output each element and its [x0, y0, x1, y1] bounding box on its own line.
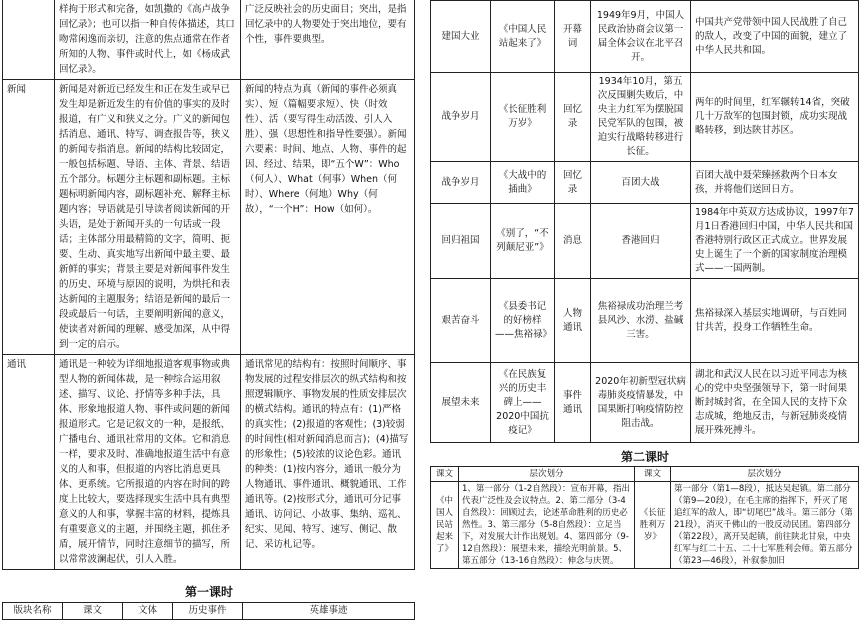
table-row — [431, 1, 859, 73]
table-row — [431, 162, 859, 204]
genre-cell: 新闻 — [3, 80, 55, 355]
text-cell: 《县委书记的好榜样——焦裕禄》 — [491, 279, 555, 363]
genre-table — [2, 0, 415, 570]
section-cell: 回归祖国 — [431, 204, 491, 279]
section-cell: 展望未来 — [431, 363, 491, 443]
practice-cell: 新闻的特点为真（新闻的事件必须真实）、短（篇幅要求短）、快（时效性）、活（要写得生动活泼、引人入胜）、强（思想性和指导性要强）。新闻六要素：时间、地点、人物、事件的起因、经过、结果，即“五个W”：Who（何人）、What（何事）When（何时）、Where（何地）Why（何故），“一个H”：How（如何）。 — [241, 80, 415, 355]
practice-cell: 通讯常见的结构有：按照时间顺序、事物发展的过程安排层次的纵式结构和按照逻辑顺序、事物发展的性质安排层次的横式结构。通讯的特点有：(1)严格的真实性；(2)报道的客观性；(3)较弱的时间性(相对新闻消息而言)；(4)描写的形象性；(5)较浓的议论色彩。通讯的种类：(1)按内容分，通讯一般分为人物通讯、事件通讯、概貌通讯、工作通讯等。(2)按形式分，通讯可分记事通讯、访问记、小故事、集纳、巡礼、纪实、见闻、特写、速写、侧记、散记、采访札记等。 — [241, 355, 415, 570]
section-cell: 战争岁月 — [431, 162, 491, 204]
table-row — [431, 363, 859, 443]
genre-cell: 开幕词 — [555, 1, 591, 73]
table-row — [3, 80, 415, 355]
deed-cell: 焦裕禄深入基层实地调研，与百姓同甘共苦，投身工作牺牲生命。 — [691, 279, 859, 363]
table-row — [431, 467, 859, 482]
genre-cell: 回忆录 — [555, 162, 591, 204]
table-row — [431, 482, 859, 569]
layers-cell: 第一部分（第1—8段），抵达吴起镇。第二部分（第9—20段），在毛主席的指挥下，歼灭了尾追红军的敌人，即“切尾巴”战斗。第三部分（第21段），消灭千佛山的一股反动民团。第四部分（第22段），离开吴起镇，前往陕北甘泉，中央红军与红二十五、二十七军胜利会师。第五部分（第23—46段），补叙参加旧 — [671, 482, 859, 569]
feature-cell: 新闻是对新近已经发生和正在发生或早已发生却是新近发生的有价值的事实的及时报道，有广义和狭义之分。广义的新闻包括消息、通讯、特写、调查报告等，狭义的新闻专指消息。新闻的结构比较固定，一般包括标题、导语、主体、背景、结语五个部分。标题分主标题和副标题。主标题标明新闻内容，副标题补充、解释主标题内容；导语就是引导读者阅读新闻的开头语，是处于新闻开头的一句话或一段话；主体部分用最精简的文字，简明、扼要、生动、真实地写出新闻中最主要、最新鲜的事实；背景主要是对新闻事件发生的历史、环境与原因的说明，为烘托和表达新闻的主题服务；结语是新闻的最后一段或最后一句话，主要阐明新闻的意义，使读者对新闻的理解、感受加深，从中得到一定的启示。 — [55, 80, 241, 355]
text-cell: 《大战中的插曲》 — [491, 162, 555, 204]
practice-cell: 广泛反映社会的历史面目；突出，是指回忆录中的人物要处于突出地位，要有个性，事件要典型。 — [241, 0, 415, 80]
genre-cell: 回忆录 — [555, 73, 591, 162]
genre-cell: 人物通讯 — [555, 279, 591, 363]
genre-cell: 事件通讯 — [555, 363, 591, 443]
table-row — [3, 355, 415, 570]
deed-cell: 1984年中英双方达成协议，1997年7月1日香港回归中国，中华人民共和国香港特别行政区正式成立。世界发展史上诞生了一个新的国家制度治理模式——一国两制。 — [691, 204, 859, 279]
section-cell: 艰苦奋斗 — [431, 279, 491, 363]
column-header: 历史事件 — [173, 603, 243, 620]
deed-cell: 中国共产党带领中国人民战胜了自己的敌人，改变了中国的面貌，建立了中华人民共和国。 — [691, 1, 859, 73]
lesson2-title: 第二课时 — [620, 450, 669, 464]
text-cell: 《中国人民站起来了》 — [491, 1, 555, 73]
lesson1-header-table — [2, 602, 415, 620]
deed-cell: 百团大战中聂荣臻拯救两个日本女孩，并将他们送回日方。 — [691, 162, 859, 204]
table-row — [431, 204, 859, 279]
feature-cell: 样拘于形式和完备，如凯撒的《高卢战争回忆录》；也可以指一种自传体描述，其口吻常闲逸而亲切，注意的焦点通常在作者所知的人物、事件或时代上，如《杨成武回忆录》。 — [55, 0, 241, 80]
event-cell: 1949年9月，中国人民政治协商会议第一届全体会议在北平召开。 — [591, 1, 691, 73]
table-row — [431, 279, 859, 363]
column-header: 版块名称 — [3, 603, 63, 620]
left-column — [0, 0, 418, 620]
column-header: 课文 — [635, 467, 671, 482]
text-cell: 《长征胜利万岁》 — [635, 482, 671, 569]
lesson2-table — [430, 466, 859, 569]
feature-cell: 通讯是一种较为详细地报道客观事物或典型人物的新闻体裁，是一种综合运用叙述、描写、议论、抒情等多种手法，具体、形象地报道人物、事件或问题的新闻报道形式。它是记叙文的一种，是报纸、广播电台、通讯社常用的文体。它和消息一样，要求及时、准确地报道生活中有意义的人和事，但报道的内容比消息更具体、更系统。它所报道的内容在时间的跨度上比较大，要选择现实生活中具有典型意义的人和事，掌握丰富的材料，提炼具有重要意义的主题，并围绕主题，抓住矛盾，展开情节，同时注意细节的描写，所以常常波澜起伏，引人入胜。 — [55, 355, 241, 570]
table-row — [431, 73, 859, 162]
text-cell: 《在民族复兴的历史丰碑上——2020中国抗疫记》 — [491, 363, 555, 443]
event-cell: 香港回归 — [591, 204, 691, 279]
text-cell: 《中国人民站起来了》 — [431, 482, 459, 569]
column-header: 文体 — [123, 603, 173, 620]
deed-cell: 两年的时间里，红军辗转14省，突破几十万敌军的包围封锁，成功实现战略转移，到达陕甘苏区。 — [691, 73, 859, 162]
column-header: 课文 — [431, 467, 459, 482]
column-header: 英雄事迹 — [243, 603, 415, 620]
column-header: 课文 — [63, 603, 123, 620]
section-cell: 建国大业 — [431, 1, 491, 73]
event-cell: 2020年初新型冠状病毒肺炎疫情暴发，中国果断打响疫情防控阻击战。 — [591, 363, 691, 443]
text-cell: 《长征胜利万岁》 — [491, 73, 555, 162]
layers-cell: 1、第一部分（1-2自然段）：宣布开幕，指出代表广泛性及会议特点。2、第二部分（3-4自然段）：回顾过去，论述革命胜利的历史必然性。3、第三部分（5-8自然段）：立足当下，对发展大计作出规划。4、第四部分（9-12自然段）：展望未来，描绘光明前景。5、第五部分（13-16自然段）：伸念与庆贺。 — [459, 482, 635, 569]
event-cell: 焦裕禄成功治理兰考县风沙、水涝、盐碱三害。 — [591, 279, 691, 363]
lesson1-title: 第一课时 — [184, 585, 233, 599]
deed-cell: 湖北和武汉人民在以习近平同志为核心的党中央坚强领导下，第一时间果断封城封省，在全国人民的支持下众志成城，绝地反击，与新冠肺炎疫情展开殊死搏斗。 — [691, 363, 859, 443]
genre-cell — [3, 0, 55, 80]
table-row — [3, 603, 415, 620]
section-cell: 战争岁月 — [431, 73, 491, 162]
right-column — [430, 0, 860, 569]
event-cell: 1934年10月，第五次反围剿失败后，中央主力红军为摆脱国民党军队的包围，被迫实行战略转移进行长征。 — [591, 73, 691, 162]
history-table — [430, 0, 859, 443]
event-cell: 百团大战 — [591, 162, 691, 204]
column-header: 层次划分 — [459, 467, 635, 482]
genre-cell: 消息 — [555, 204, 591, 279]
table-row — [3, 0, 415, 80]
genre-cell: 通讯 — [3, 355, 55, 570]
column-header: 层次划分 — [671, 467, 859, 482]
text-cell: 《别了，“不列颠尼亚”》 — [491, 204, 555, 279]
